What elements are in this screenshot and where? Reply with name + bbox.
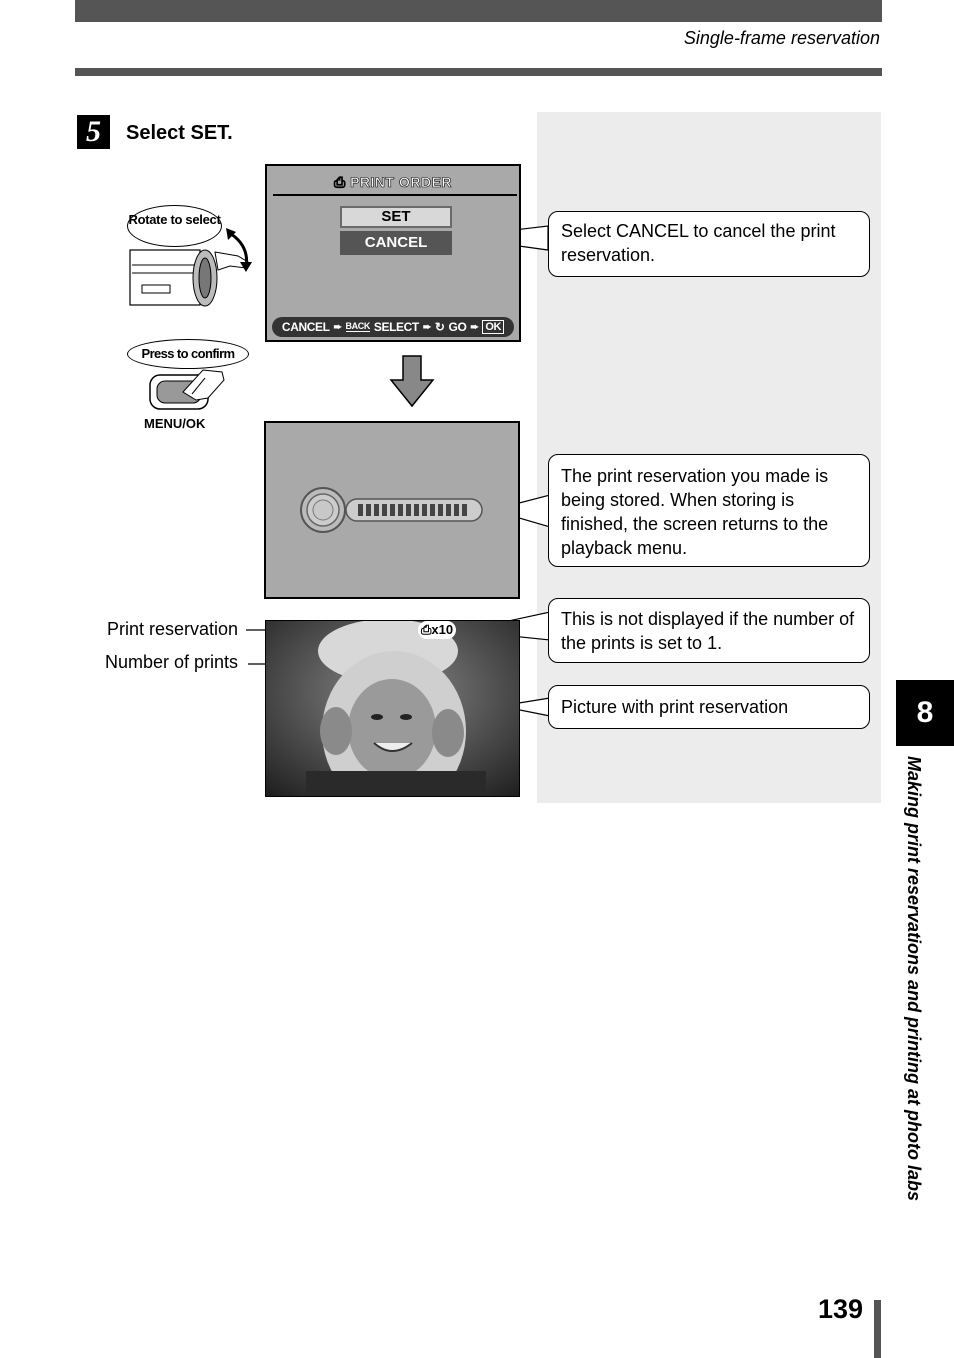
menu-option-set[interactable]: SET: [340, 206, 452, 228]
storing-progress-icon: [266, 423, 518, 597]
back-button-icon: BACK: [345, 321, 370, 331]
chapter-title: Making print reservations and printing at photo labs: [904, 756, 924, 1202]
print-reservation-marker: ⎙x10: [418, 621, 456, 639]
child-photo-image: [266, 621, 520, 797]
section-title: Single-frame reservation: [683, 28, 880, 48]
down-arrow-icon: [391, 356, 433, 406]
dial-icon: ↻: [434, 320, 445, 334]
step-number: 5: [77, 115, 110, 149]
lcd-divider: [273, 194, 517, 196]
arrow-right-icon: ➨: [333, 321, 342, 333]
rotate-bubble: Rotate to select: [127, 205, 222, 247]
print-count: x10: [431, 622, 454, 637]
print-order-title: ⎙ PRINT ORDER: [333, 174, 453, 190]
print-reservation-label: Print reservation: [107, 619, 239, 639]
guide-cancel: CANCEL: [281, 320, 330, 334]
cancel-callout: Select CANCEL to cancel the print reservation.: [548, 211, 870, 277]
storing-screen: [264, 421, 520, 599]
lcd-guide-bar: [272, 317, 514, 337]
menu-ok-label: MENU/OK: [144, 416, 206, 431]
number-of-prints-label: Number of prints: [105, 652, 239, 672]
guide-select: SELECT: [373, 320, 419, 334]
page-number-bar: [874, 1300, 881, 1358]
step-title: Select SET.: [126, 122, 233, 144]
menu-ok-button-icon: [150, 370, 224, 409]
ok-button-icon: OK: [482, 320, 504, 334]
reserved-picture: [265, 620, 520, 797]
storing-callout: The print reservation you made is being stored. When storing is finished, the screen returns to the playback menu.: [548, 454, 870, 567]
picture-callout: Picture with print reservation: [548, 685, 870, 729]
menu-option-cancel[interactable]: CANCEL: [340, 231, 452, 255]
not-displayed-callout: This is not displayed if the number of the prints is set to 1.: [548, 598, 870, 663]
page-number: 139: [818, 1294, 864, 1324]
arrow-right-icon: ➨: [422, 321, 431, 333]
arrow-right-icon: ➨: [470, 321, 479, 333]
chapter-number: 8: [896, 680, 954, 746]
print-order-screen: [265, 164, 521, 342]
guide-go: GO: [448, 320, 467, 334]
press-bubble: Press to confirm: [127, 339, 249, 369]
